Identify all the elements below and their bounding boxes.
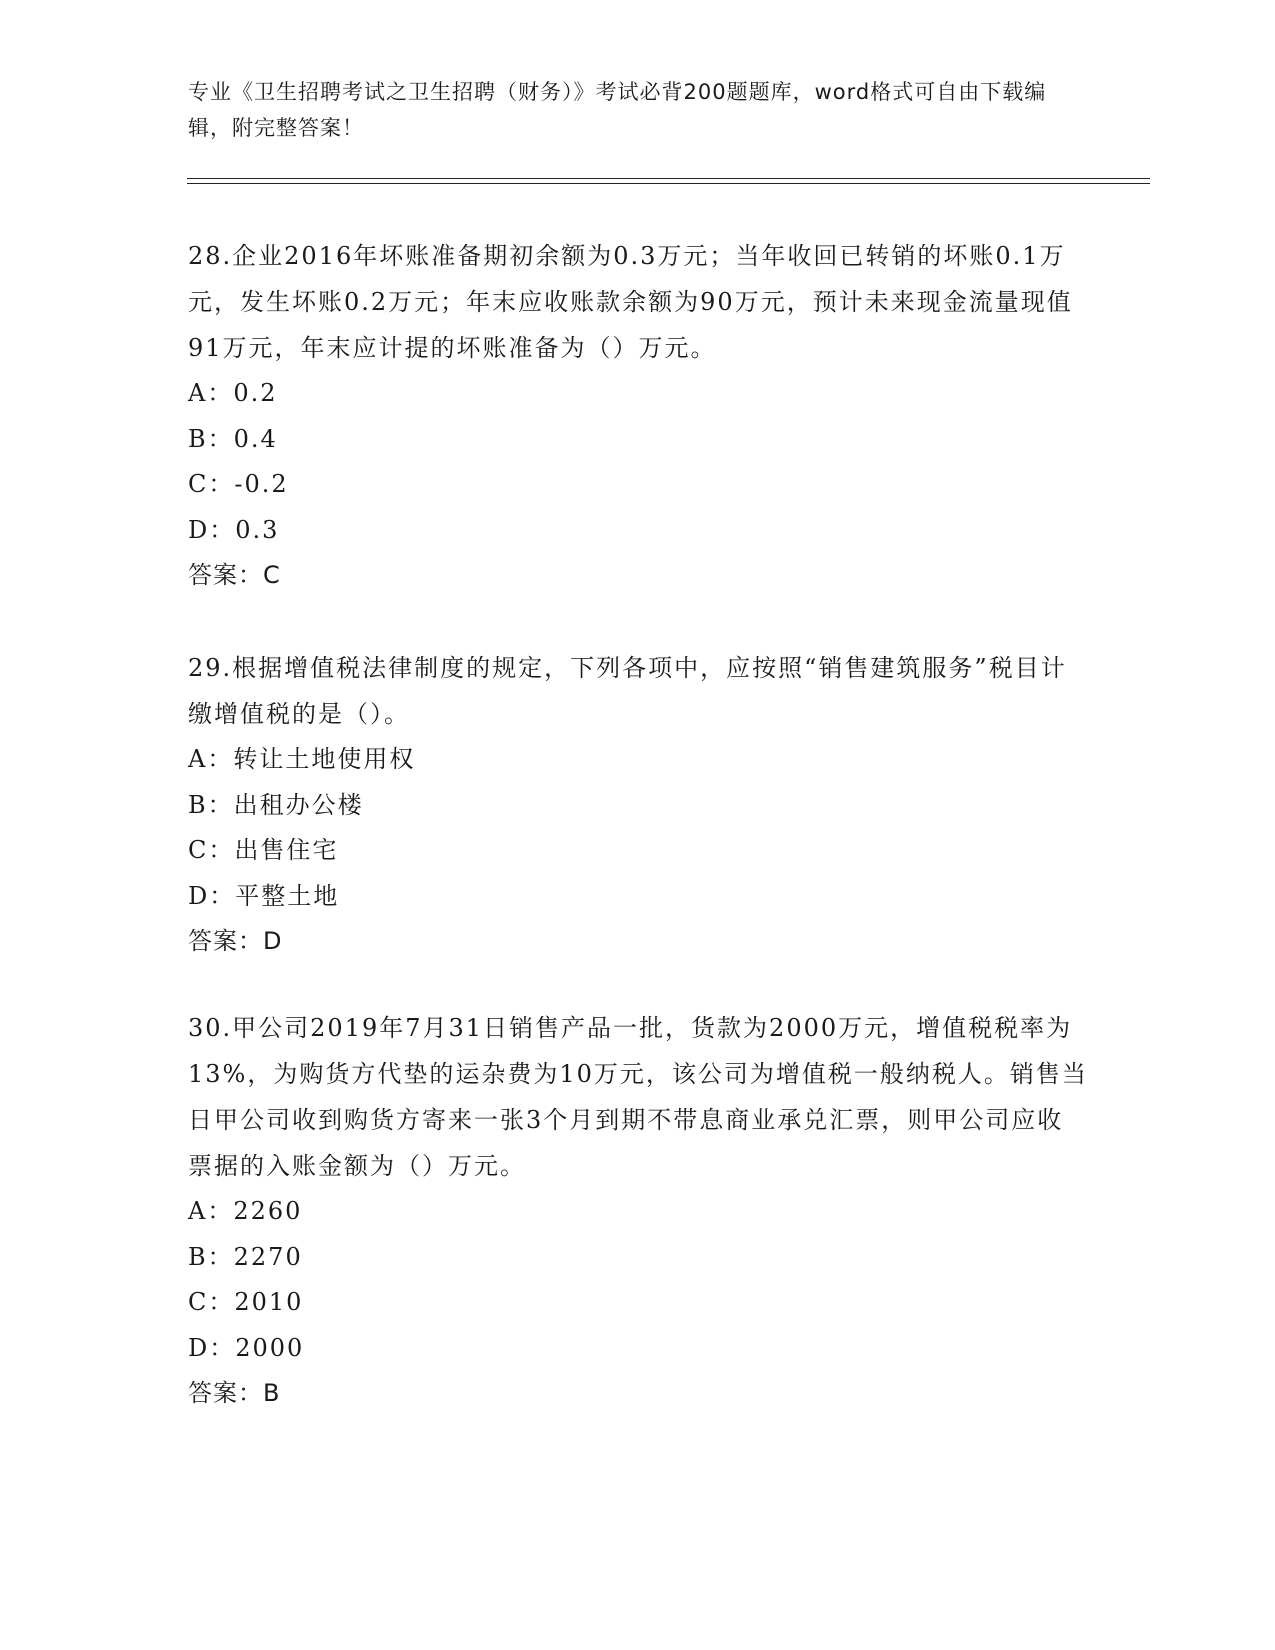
option-text: 0.4 [233,424,278,453]
question-30 [188,1005,1088,1417]
question-text: 30.甲公司2019年7月31日销售产品一批，货款为2000万元，增值税税率为13%，为购货方代垫的运杂费为10万元，该公司为增值税一般纳税人。销售当日甲公司收到购货方寄来一张3个月到期不带息商业承兑汇票，则甲公司应收票据的入账金额为（）万元。 [188,1014,1088,1180]
answer-line: 答案：B [188,1379,281,1407]
option-text: 转让土地使用权 [233,745,416,773]
question-29 [188,645,1088,965]
option-text: 2010 [234,1288,304,1316]
option-a [188,371,1088,417]
option-a [188,737,1088,783]
option-letter: D： [188,881,236,910]
option-text: 0.3 [235,515,280,544]
option-letter: B： [188,790,234,819]
option-text: 2000 [235,1333,305,1362]
question-text: 28.企业2016年坏账准备期初余额为0.3万元；当年收回已转销的坏账0.1万元，发生坏账0.2万元；年末应收账款余额为90万元，预计未来现金流量现值91万元，年末应计提的坏账准备为（）万元。 [188,242,1073,362]
document-intro: 专业《卫生招聘考试之卫生招聘（财务）》考试必背200题题库，word格式可自由下载编辑，附完整答案！ [188,80,1047,140]
option-letter: A： [188,379,234,407]
answer-line: 答案：C [188,561,281,589]
option-a [188,1189,1088,1235]
option-c [188,1280,1088,1326]
question-text: 29.根据增值税法律制度的规定，下列各项中，应按照“销售建筑服务”税目计缴增值税的是（）。 [188,654,1067,728]
option-b [188,417,1088,463]
option-d [188,508,1088,554]
option-text: 2260 [233,1197,303,1225]
question-28 [188,233,1088,599]
option-d [188,874,1088,920]
option-letter: B： [188,1242,234,1271]
option-letter: D： [188,1333,236,1362]
option-c [188,828,1088,874]
header-divider-bottom [187,183,1150,184]
option-text: 0.2 [233,379,278,407]
option-letter: A： [188,745,234,773]
option-b [188,1235,1088,1281]
answer-line: 答案：D [188,927,283,955]
option-text: 出售住宅 [234,836,339,864]
option-text: -0.2 [234,470,289,498]
option-text: 平整土地 [235,881,340,910]
option-text: 出租办公楼 [233,790,364,819]
option-c [188,462,1088,508]
header-divider-top [187,178,1150,179]
option-letter: D： [188,515,236,544]
option-letter: B： [188,424,234,453]
option-letter: C： [188,1288,235,1316]
option-letter: A： [188,1197,234,1225]
option-letter: C： [188,470,235,498]
option-letter: C： [188,836,235,864]
option-text: 2270 [233,1242,303,1271]
option-d [188,1326,1088,1372]
option-b [188,783,1088,829]
